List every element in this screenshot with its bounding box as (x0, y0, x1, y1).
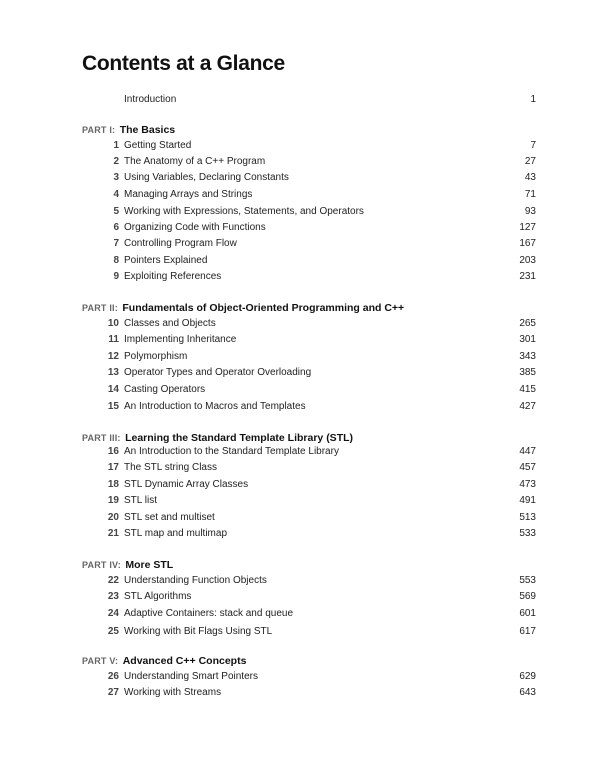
toc-entry[interactable] (0, 382, 600, 398)
toc-entry[interactable] (0, 316, 600, 332)
chapter-title: Working with Streams (124, 687, 222, 698)
toc-entry[interactable] (0, 589, 600, 605)
chapter-number: 2 (113, 156, 119, 167)
toc-entry[interactable] (0, 236, 600, 252)
chapter-title: Casting Operators (124, 384, 206, 395)
chapter-page: 43 (524, 172, 536, 183)
part-heading (82, 299, 404, 315)
part-heading (82, 652, 246, 668)
chapter-number: 24 (107, 608, 119, 619)
chapter-number: 16 (107, 446, 119, 457)
chapter-title: Polymorphism (124, 351, 188, 362)
chapter-title: Getting Started (124, 140, 192, 151)
chapter-page: 617 (519, 626, 536, 637)
toc-entry[interactable] (0, 493, 600, 509)
part-label: PART IV: (82, 560, 121, 570)
toc-entry[interactable] (0, 253, 600, 269)
toc-entry[interactable] (0, 685, 600, 701)
chapter-page: 7 (530, 140, 536, 151)
chapter-number: 22 (107, 575, 119, 586)
chapter-page: 385 (519, 367, 536, 378)
chapter-page: 167 (519, 238, 536, 249)
toc-entry[interactable] (0, 460, 600, 476)
chapter-page: 473 (519, 479, 536, 490)
toc-entry[interactable] (0, 269, 600, 285)
toc-entry[interactable] (0, 154, 600, 170)
chapter-title: STL map and multimap (124, 528, 228, 539)
chapter-page: 569 (519, 591, 536, 602)
chapter-title: Working with Expressions, Statements, and Operators (124, 206, 364, 217)
chapter-number: 21 (107, 528, 119, 539)
chapter-number: 25 (107, 626, 119, 637)
chapter-number: 19 (107, 495, 119, 506)
chapter-page: 265 (519, 318, 536, 329)
chapter-number: 9 (113, 271, 119, 282)
toc-entry[interactable] (0, 573, 600, 589)
chapter-page: 127 (519, 222, 536, 233)
chapter-number: 7 (113, 238, 119, 249)
part-title: Advanced C++ Concepts (122, 655, 247, 667)
entry-title: Introduction (124, 94, 177, 105)
page-title: Contents at a Glance (82, 52, 285, 75)
chapter-page: 71 (524, 189, 536, 200)
chapter-page: 491 (519, 495, 536, 506)
toc-entry[interactable] (0, 204, 600, 220)
chapter-title: Using Variables, Declaring Constants (124, 172, 289, 183)
chapter-title: An Introduction to Macros and Templates (124, 401, 306, 412)
chapter-number: 4 (113, 189, 119, 200)
chapter-title: STL set and multiset (124, 512, 215, 523)
chapter-number: 1 (113, 140, 119, 151)
chapter-page: 553 (519, 575, 536, 586)
chapter-number: 15 (107, 401, 119, 412)
chapter-page: 427 (519, 401, 536, 412)
part-label: PART II: (82, 303, 118, 313)
toc-entry[interactable] (0, 170, 600, 186)
chapter-title: Adaptive Containers: stack and queue (124, 608, 293, 619)
chapter-page: 301 (519, 334, 536, 345)
toc-entry[interactable] (0, 444, 600, 460)
chapter-title: Operator Types and Operator Overloading (124, 367, 312, 378)
chapter-page: 447 (519, 446, 536, 457)
chapter-title: Working with Bit Flags Using STL (124, 626, 273, 637)
toc-entry[interactable] (0, 510, 600, 526)
chapter-page: 27 (524, 156, 536, 167)
chapter-title: STL Algorithms (124, 591, 192, 602)
toc-entry[interactable] (0, 624, 600, 640)
chapter-page: 415 (519, 384, 536, 395)
chapter-page: 513 (519, 512, 536, 523)
chapter-title: Organizing Code with Functions (124, 222, 266, 233)
chapter-title: STL Dynamic Array Classes (124, 479, 249, 490)
chapter-number: 20 (107, 512, 119, 523)
chapter-title: Understanding Function Objects (124, 575, 267, 586)
part-label: PART III: (82, 433, 121, 443)
chapter-number: 12 (107, 351, 119, 362)
chapter-page: 343 (519, 351, 536, 362)
chapter-title: Pointers Explained (124, 255, 208, 266)
chapter-title: Understanding Smart Pointers (124, 671, 258, 682)
chapter-number: 26 (107, 671, 119, 682)
chapter-title: The Anatomy of a C++ Program (124, 156, 266, 167)
toc-entry-introduction[interactable] (0, 92, 600, 108)
chapter-number: 10 (107, 318, 119, 329)
toc-entry[interactable] (0, 669, 600, 685)
toc-entry[interactable] (0, 187, 600, 203)
chapter-page: 231 (519, 271, 536, 282)
chapter-number: 27 (107, 687, 119, 698)
chapter-page: 93 (524, 206, 536, 217)
chapter-title: Classes and Objects (124, 318, 216, 329)
chapter-number: 17 (107, 462, 119, 473)
chapter-number: 11 (108, 334, 119, 345)
chapter-number: 18 (107, 479, 119, 490)
toc-entry[interactable] (0, 477, 600, 493)
part-heading (82, 429, 353, 445)
chapter-title: An Introduction to the Standard Template Library (124, 446, 339, 457)
toc-entry[interactable] (0, 365, 600, 381)
part-title: The Basics (119, 124, 176, 136)
chapter-page: 533 (519, 528, 536, 539)
toc-entry[interactable] (0, 399, 600, 415)
toc-entry[interactable] (0, 526, 600, 542)
part-title: Learning the Standard Template Library (STL) (125, 432, 354, 444)
toc-entry[interactable] (0, 349, 600, 365)
chapter-page: 601 (519, 608, 536, 619)
chapter-number: 13 (107, 367, 119, 378)
part-label: PART V: (82, 656, 119, 666)
chapter-title: STL list (124, 495, 157, 506)
chapter-page: 629 (519, 671, 536, 682)
chapter-number: 23 (107, 591, 119, 602)
toc-entry[interactable] (0, 606, 600, 622)
chapter-title: Exploiting References (124, 271, 222, 282)
chapter-number: 8 (113, 255, 119, 266)
chapter-title: Controlling Program Flow (124, 238, 237, 249)
part-heading (82, 556, 173, 572)
chapter-page: 457 (519, 462, 536, 473)
chapter-number: 5 (113, 206, 119, 217)
chapter-title: The STL string Class (124, 462, 217, 473)
part-title: More STL (125, 559, 174, 571)
chapter-number: 14 (107, 384, 119, 395)
chapter-title: Implementing Inheritance (124, 334, 237, 345)
entry-page: 1 (530, 94, 536, 105)
toc-entry[interactable] (0, 332, 600, 348)
chapter-number: 3 (113, 172, 119, 183)
chapter-page: 203 (519, 255, 536, 266)
part-heading (82, 121, 175, 137)
chapter-page: 643 (519, 687, 536, 698)
part-title: Fundamentals of Object-Oriented Programming and C++ (122, 302, 405, 314)
part-label: PART I: (82, 125, 116, 135)
toc-entry[interactable] (0, 138, 600, 154)
toc-entry[interactable] (0, 220, 600, 236)
chapter-title: Managing Arrays and Strings (124, 189, 253, 200)
chapter-number: 6 (113, 222, 119, 233)
